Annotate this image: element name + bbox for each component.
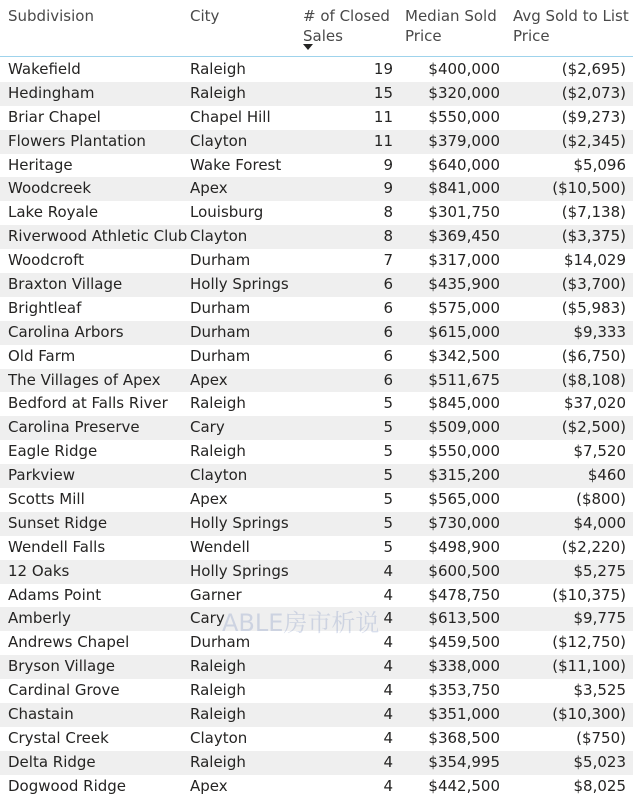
cell-subdivision: Wakefield	[8, 60, 81, 78]
cell-median-sold-price: $320,000	[428, 83, 500, 102]
cell-closed-sales: 4	[383, 752, 393, 771]
cell-city: Clayton	[190, 728, 248, 747]
cell-avg-sold-to-list: ($9,273)	[561, 107, 626, 126]
cell-avg-sold-to-list: ($11,100)	[552, 657, 626, 676]
cell-city: Raleigh	[190, 442, 246, 461]
cell-avg-sold-to-list: ($5,983)	[561, 298, 626, 317]
cell-avg-sold-to-list: $7,520	[573, 442, 626, 461]
cell-closed-sales: 4	[383, 776, 393, 795]
table-row[interactable]	[0, 536, 633, 560]
cell-closed-sales: 6	[383, 322, 393, 341]
cell-median-sold-price: $369,450	[428, 227, 500, 246]
cell-median-sold-price: $640,000	[428, 155, 500, 174]
cell-median-sold-price: $600,500	[428, 561, 500, 580]
sort-descending-icon[interactable]	[303, 44, 313, 50]
cell-subdivision: The Villages of Apex	[8, 370, 161, 389]
cell-subdivision: Bryson Village	[8, 657, 115, 676]
cell-avg-sold-to-list: ($10,300)	[552, 705, 626, 724]
cell-avg-sold-to-list: $5,023	[573, 752, 626, 771]
cell-subdivision: Old Farm	[8, 346, 76, 365]
table-row[interactable]	[0, 464, 633, 488]
cell-median-sold-price: $435,900	[428, 275, 500, 294]
header-city[interactable]: City	[190, 7, 220, 25]
cell-avg-sold-to-list: $14,029	[563, 251, 626, 270]
cell-closed-sales: 9	[383, 155, 393, 174]
cell-closed-sales: 4	[383, 633, 393, 652]
table-row[interactable]	[0, 584, 633, 608]
cell-median-sold-price: $730,000	[428, 513, 500, 532]
cell-city: Cary	[190, 418, 225, 437]
cell-avg-sold-to-list: $3,525	[573, 681, 626, 700]
table-row[interactable]	[0, 321, 633, 345]
table-row[interactable]	[0, 751, 633, 775]
table-row[interactable]	[0, 369, 633, 393]
cell-city: Durham	[190, 322, 251, 341]
cell-subdivision: Chastain	[8, 705, 74, 724]
cell-city: Durham	[190, 346, 251, 365]
cell-avg-sold-to-list: ($2,073)	[561, 83, 626, 102]
cell-closed-sales: 4	[383, 657, 393, 676]
cell-city: Durham	[190, 633, 251, 652]
cell-median-sold-price: $315,200	[428, 466, 500, 485]
cell-closed-sales: 4	[383, 728, 393, 747]
cell-closed-sales: 6	[383, 275, 393, 294]
cell-city: Raleigh	[190, 752, 246, 771]
cell-median-sold-price: $550,000	[428, 107, 500, 126]
cell-median-sold-price: $379,000	[428, 131, 500, 150]
watermark-logo: ABLE房市析说	[222, 609, 380, 637]
table-row[interactable]	[0, 775, 633, 799]
table-row[interactable]	[0, 177, 633, 201]
table-row[interactable]	[0, 679, 633, 703]
cell-median-sold-price: $613,500	[428, 609, 500, 628]
table-row[interactable]	[0, 703, 633, 727]
cell-median-sold-price: $550,000	[428, 442, 500, 461]
table-row[interactable]	[0, 416, 633, 440]
cell-subdivision: Lake Royale	[8, 203, 99, 222]
cell-city: Raleigh	[190, 60, 246, 78]
cell-median-sold-price: $478,750	[428, 585, 500, 604]
cell-avg-sold-to-list: ($750)	[576, 728, 626, 747]
cell-subdivision: Heritage	[8, 155, 73, 174]
cell-median-sold-price: $615,000	[428, 322, 500, 341]
cell-median-sold-price: $400,000	[428, 60, 500, 78]
cell-avg-sold-to-list: ($2,345)	[561, 131, 626, 150]
cell-median-sold-price: $368,500	[428, 728, 500, 747]
cell-city: Apex	[190, 370, 228, 389]
cell-median-sold-price: $509,000	[428, 418, 500, 437]
cell-closed-sales: 5	[383, 418, 393, 437]
table-row[interactable]	[0, 560, 633, 584]
cell-avg-sold-to-list: ($12,750)	[552, 633, 626, 652]
table-row[interactable]	[0, 201, 633, 225]
cell-median-sold-price: $354,995	[428, 752, 500, 771]
cell-avg-sold-to-list: $4,000	[573, 513, 626, 532]
cell-subdivision: Flowers Plantation	[8, 131, 146, 150]
cell-closed-sales: 4	[383, 561, 393, 580]
cell-avg-sold-to-list: ($800)	[576, 490, 626, 509]
cell-median-sold-price: $351,000	[428, 705, 500, 724]
table-row[interactable]	[0, 440, 633, 464]
cell-avg-sold-to-list: ($10,375)	[552, 585, 626, 604]
cell-subdivision: Woodcreek	[8, 179, 92, 198]
cell-closed-sales: 6	[383, 346, 393, 365]
cell-closed-sales: 5	[383, 394, 393, 413]
cell-median-sold-price: $338,000	[428, 657, 500, 676]
table-row[interactable]	[0, 345, 633, 369]
table-row[interactable]	[0, 106, 633, 130]
cell-subdivision: Briar Chapel	[8, 107, 101, 126]
cell-subdivision: Dogwood Ridge	[8, 776, 127, 795]
cell-closed-sales: 5	[383, 490, 393, 509]
cell-median-sold-price: $498,900	[428, 537, 500, 556]
header-avg-sold-to-list[interactable]: Avg Sold to List Price	[513, 7, 629, 45]
cell-closed-sales: 19	[373, 60, 393, 78]
cell-subdivision: Delta Ridge	[8, 752, 96, 771]
table-row[interactable]	[0, 130, 633, 154]
cell-city: Holly Springs	[190, 275, 289, 294]
cell-subdivision: Riverwood Athletic Club	[8, 227, 188, 246]
cell-median-sold-price: $511,675	[428, 370, 500, 389]
cell-closed-sales: 6	[383, 298, 393, 317]
cell-closed-sales: 4	[383, 585, 393, 604]
cell-city: Raleigh	[190, 83, 246, 102]
cell-median-sold-price: $301,750	[428, 203, 500, 222]
cell-subdivision: Parkview	[8, 466, 75, 485]
cell-median-sold-price: $575,000	[428, 298, 500, 317]
cell-subdivision: 12 Oaks	[8, 561, 70, 580]
cell-closed-sales: 6	[383, 370, 393, 389]
cell-city: Cary	[190, 609, 225, 628]
cell-city: Wendell	[190, 537, 250, 556]
cell-closed-sales: 5	[383, 537, 393, 556]
cell-median-sold-price: $565,000	[428, 490, 500, 509]
cell-city: Raleigh	[190, 394, 246, 413]
cell-closed-sales: 11	[373, 131, 393, 150]
cell-closed-sales: 9	[383, 179, 393, 198]
cell-median-sold-price: $845,000	[428, 394, 500, 413]
cell-closed-sales: 5	[383, 513, 393, 532]
table-row[interactable]	[0, 154, 633, 178]
cell-subdivision: Amberly	[8, 609, 71, 628]
table-row[interactable]	[0, 249, 633, 273]
cell-median-sold-price: $442,500	[428, 776, 500, 795]
cell-avg-sold-to-list: ($7,138)	[561, 203, 626, 222]
table-row[interactable]	[0, 631, 633, 655]
cell-avg-sold-to-list: ($3,375)	[561, 227, 626, 246]
cell-subdivision: Sunset Ridge	[8, 513, 108, 532]
cell-city: Apex	[190, 490, 228, 509]
cell-subdivision: Wendell Falls	[8, 537, 106, 556]
cell-subdivision: Carolina Preserve	[8, 418, 140, 437]
cell-avg-sold-to-list: $8,025	[573, 776, 626, 795]
table-row[interactable]	[0, 82, 633, 106]
cell-subdivision: Adams Point	[8, 585, 102, 604]
cell-avg-sold-to-list: ($2,695)	[561, 60, 626, 78]
cell-subdivision: Braxton Village	[8, 275, 123, 294]
table-body	[0, 58, 633, 799]
table-row[interactable]	[0, 392, 633, 416]
cell-median-sold-price: $317,000	[428, 251, 500, 270]
cell-avg-sold-to-list: $9,333	[573, 322, 626, 341]
cell-subdivision: Hedingham	[8, 83, 95, 102]
cell-closed-sales: 15	[373, 83, 393, 102]
cell-avg-sold-to-list: ($10,500)	[552, 179, 626, 198]
table-row[interactable]	[0, 727, 633, 751]
cell-city: Durham	[190, 251, 251, 270]
cell-closed-sales: 4	[383, 609, 393, 628]
cell-closed-sales: 11	[373, 107, 393, 126]
cell-closed-sales: 8	[383, 203, 393, 222]
header-closed-sales[interactable]: # of Closed Sales	[303, 7, 390, 45]
cell-median-sold-price: $841,000	[428, 179, 500, 198]
cell-city: Holly Springs	[190, 513, 289, 532]
cell-median-sold-price: $353,750	[428, 681, 500, 700]
cell-city: Clayton	[190, 466, 248, 485]
cell-avg-sold-to-list: ($2,500)	[561, 418, 626, 437]
cell-subdivision: Eagle Ridge	[8, 442, 98, 461]
table-row[interactable]	[0, 488, 633, 512]
table-row[interactable]	[0, 58, 633, 82]
cell-avg-sold-to-list: ($8,108)	[561, 370, 626, 389]
cell-avg-sold-to-list: $5,275	[573, 561, 626, 580]
cell-closed-sales: 4	[383, 705, 393, 724]
cell-closed-sales: 5	[383, 442, 393, 461]
table-row[interactable]	[0, 512, 633, 536]
table-row[interactable]	[0, 273, 633, 297]
cell-subdivision: Crystal Creek	[8, 728, 109, 747]
cell-city: Durham	[190, 298, 251, 317]
cell-city: Wake Forest	[190, 155, 282, 174]
cell-closed-sales: 5	[383, 466, 393, 485]
cell-avg-sold-to-list: $460	[587, 466, 626, 485]
cell-city: Raleigh	[190, 705, 246, 724]
cell-avg-sold-to-list: $37,020	[563, 394, 626, 413]
cell-closed-sales: 8	[383, 227, 393, 246]
cell-subdivision: Carolina Arbors	[8, 322, 124, 341]
cell-median-sold-price: $459,500	[428, 633, 500, 652]
cell-city: Clayton	[190, 227, 248, 246]
cell-avg-sold-to-list: ($2,220)	[561, 537, 626, 556]
table-row[interactable]	[0, 607, 633, 631]
table-row[interactable]	[0, 655, 633, 679]
cell-median-sold-price: $342,500	[428, 346, 500, 365]
table-header	[0, 0, 633, 57]
header-median-sold-price[interactable]: Median Sold Price	[405, 7, 497, 45]
cell-subdivision: Brightleaf	[8, 298, 82, 317]
cell-avg-sold-to-list: ($6,750)	[561, 346, 626, 365]
cell-city: Apex	[190, 776, 228, 795]
cell-city: Raleigh	[190, 657, 246, 676]
cell-avg-sold-to-list: $9,775	[573, 609, 626, 628]
cell-city: Garner	[190, 585, 242, 604]
cell-subdivision: Bedford at Falls River	[8, 394, 168, 413]
cell-avg-sold-to-list: $5,096	[573, 155, 626, 174]
cell-city: Chapel Hill	[190, 107, 271, 126]
table-row[interactable]	[0, 297, 633, 321]
cell-subdivision: Woodcroft	[8, 251, 84, 270]
cell-subdivision: Andrews Chapel	[8, 633, 130, 652]
cell-city: Holly Springs	[190, 561, 289, 580]
cell-subdivision: Cardinal Grove	[8, 681, 120, 700]
cell-city: Louisburg	[190, 203, 264, 222]
cell-avg-sold-to-list: ($3,700)	[561, 275, 626, 294]
header-subdivision[interactable]: Subdivision	[8, 7, 94, 25]
cell-closed-sales: 7	[383, 251, 393, 270]
cell-subdivision: Scotts Mill	[8, 490, 85, 509]
cell-city: Raleigh	[190, 681, 246, 700]
cell-city: Apex	[190, 179, 228, 198]
cell-closed-sales: 4	[383, 681, 393, 700]
cell-city: Clayton	[190, 131, 248, 150]
table-row[interactable]	[0, 225, 633, 249]
